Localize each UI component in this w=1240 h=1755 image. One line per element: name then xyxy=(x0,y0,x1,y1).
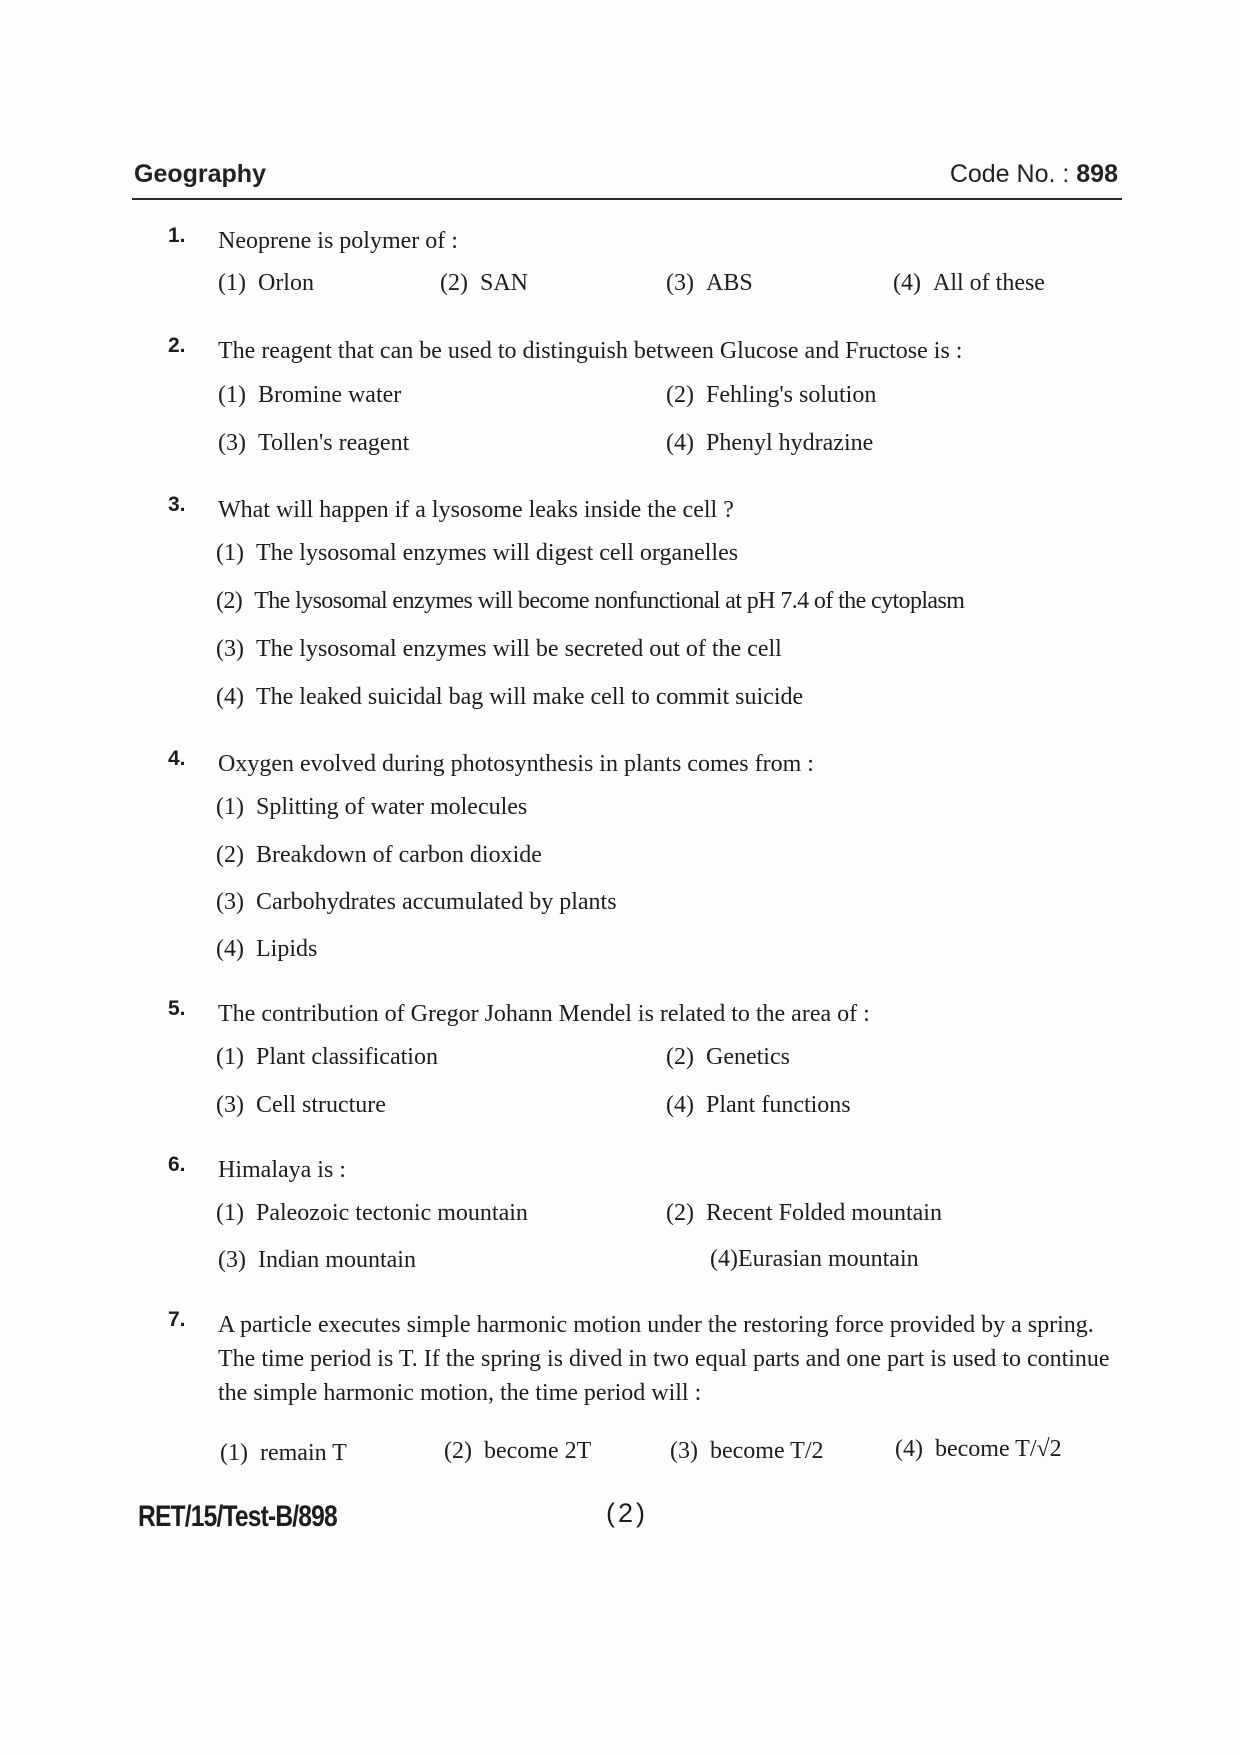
option: (4) Plant functions xyxy=(666,1092,851,1118)
option: (1) Plant classification xyxy=(216,1044,438,1070)
question-number: 2. xyxy=(168,334,186,357)
question-text: A particle executes simple harmonic motion under the restoring force provided by a spring. The time period is T. If the spring is dived in two equal parts and one part is used to continue the simple harmonic motion, the time period will : xyxy=(218,1312,1110,1406)
question-text: Neoprene is polymer of : xyxy=(218,228,458,254)
option: (1) Paleozoic tectonic mountain xyxy=(216,1200,528,1226)
page-number: (2) xyxy=(606,1498,648,1528)
code-number xyxy=(950,160,1118,189)
question-number: 4. xyxy=(168,747,186,770)
option: (1) Orlon xyxy=(218,270,314,296)
option: (3) Cell structure xyxy=(216,1092,386,1118)
question-number: 7. xyxy=(168,1308,186,1331)
question-number: 5. xyxy=(168,997,186,1020)
code-value: 898 xyxy=(1076,160,1118,188)
question-text: Himalaya is : xyxy=(218,1157,346,1183)
option: (3) ABS xyxy=(666,270,753,296)
option: (2) SAN xyxy=(440,270,528,296)
code-label: Code No. : xyxy=(949,160,1070,188)
option: (3) Indian mountain xyxy=(218,1247,416,1273)
question-text: Oxygen evolved during photosynthesis in plants comes from : xyxy=(218,751,814,777)
option: (1) remain T xyxy=(220,1440,347,1466)
option: (1) Splitting of water molecules xyxy=(216,794,528,820)
question-text: The contribution of Gregor Johann Mendel is related to the area of : xyxy=(218,1001,870,1027)
question-number: 3. xyxy=(168,493,186,516)
option: (3) become T/2 xyxy=(670,1438,824,1464)
option: (4) The leaked suicidal bag will make cell to commit suicide xyxy=(216,684,804,710)
question-number: 6. xyxy=(168,1153,186,1176)
option: (2) Recent Folded mountain xyxy=(666,1200,942,1226)
question-number: 1. xyxy=(168,224,186,247)
question-text: The reagent that can be used to distinguish between Glucose and Fructose is : xyxy=(218,338,963,364)
option: (4) become T/√2 xyxy=(895,1436,1062,1462)
footer-test-code: RET/15/Test-B/898 xyxy=(138,1500,337,1533)
option: (1) The lysosomal enzymes will digest cell organelles xyxy=(216,540,739,566)
option: (4) Lipids xyxy=(216,936,318,962)
option: (3) Tollen's reagent xyxy=(218,430,410,456)
option: (1) Bromine water xyxy=(218,382,402,408)
option: (2) Breakdown of carbon dioxide xyxy=(216,842,542,868)
option: (2) Genetics xyxy=(666,1044,790,1070)
option: (4) All of these xyxy=(893,270,1045,296)
option: (2) Fehling's solution xyxy=(666,382,877,408)
option: (4)Eurasian mountain xyxy=(710,1246,919,1272)
question-text: What will happen if a lysosome leaks inside the cell ? xyxy=(218,497,734,523)
option: (2) become 2T xyxy=(444,1438,592,1464)
option: (2) The lysosomal enzymes will become nonfunctional at pH 7.4 of the cytoplasm xyxy=(216,588,965,614)
page-header xyxy=(132,158,1122,200)
option: (3) The lysosomal enzymes will be secreted out of the cell xyxy=(216,636,782,662)
option: (3) Carbohydrates accumulated by plants xyxy=(216,889,617,915)
option: (4) Phenyl hydrazine xyxy=(666,430,874,456)
subject-title: Geography xyxy=(134,160,266,188)
